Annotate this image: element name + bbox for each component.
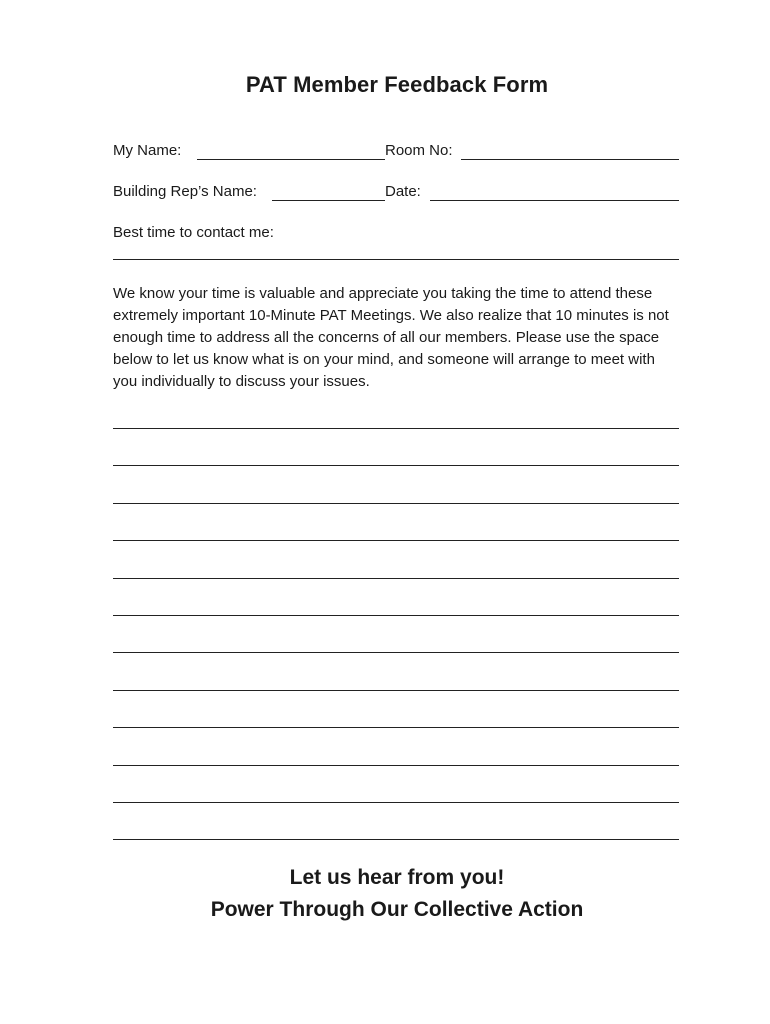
comment-line[interactable] <box>113 428 679 429</box>
room-field[interactable] <box>461 159 679 160</box>
rep-label: Building Rep’s Name: <box>113 183 257 200</box>
comment-line[interactable] <box>113 690 679 691</box>
comment-line[interactable] <box>113 839 679 840</box>
date-field[interactable] <box>430 200 679 201</box>
comments-area[interactable] <box>113 428 679 877</box>
name-field[interactable] <box>197 159 385 160</box>
contact-field[interactable] <box>113 259 679 260</box>
room-label: Room No: <box>385 142 453 159</box>
footer-slogan: Power Through Our Collective Action <box>210 898 584 921</box>
date-label: Date: <box>385 183 421 200</box>
comment-line[interactable] <box>113 503 679 504</box>
footer-call-to-action: Let us hear from you! <box>289 866 505 889</box>
name-room-row <box>113 142 679 164</box>
rep-field[interactable] <box>272 200 385 201</box>
comment-line[interactable] <box>113 652 679 653</box>
contact-label: Best time to contact me: <box>113 224 274 241</box>
rep-date-row <box>113 183 679 205</box>
contact-row <box>113 224 679 246</box>
comment-line[interactable] <box>113 765 679 766</box>
form-title: PAT Member Feedback Form <box>245 72 549 97</box>
name-label: My Name: <box>113 142 182 159</box>
comment-line[interactable] <box>113 465 679 466</box>
intro-paragraph: We know your time is valuable and appreciate you taking the time to attend these extremely important 10-Minute PAT Meetings. We also realize that 10 minutes is not enough time to address all the concerns of all our members. Please use the space below to let us know what is on your mind, and someone will arrange to meet with you individually to discuss your issues. <box>113 285 669 390</box>
comment-line[interactable] <box>113 802 679 803</box>
comment-line[interactable] <box>113 540 679 541</box>
comment-line[interactable] <box>113 727 679 728</box>
comment-line[interactable] <box>113 578 679 579</box>
comment-line[interactable] <box>113 615 679 616</box>
